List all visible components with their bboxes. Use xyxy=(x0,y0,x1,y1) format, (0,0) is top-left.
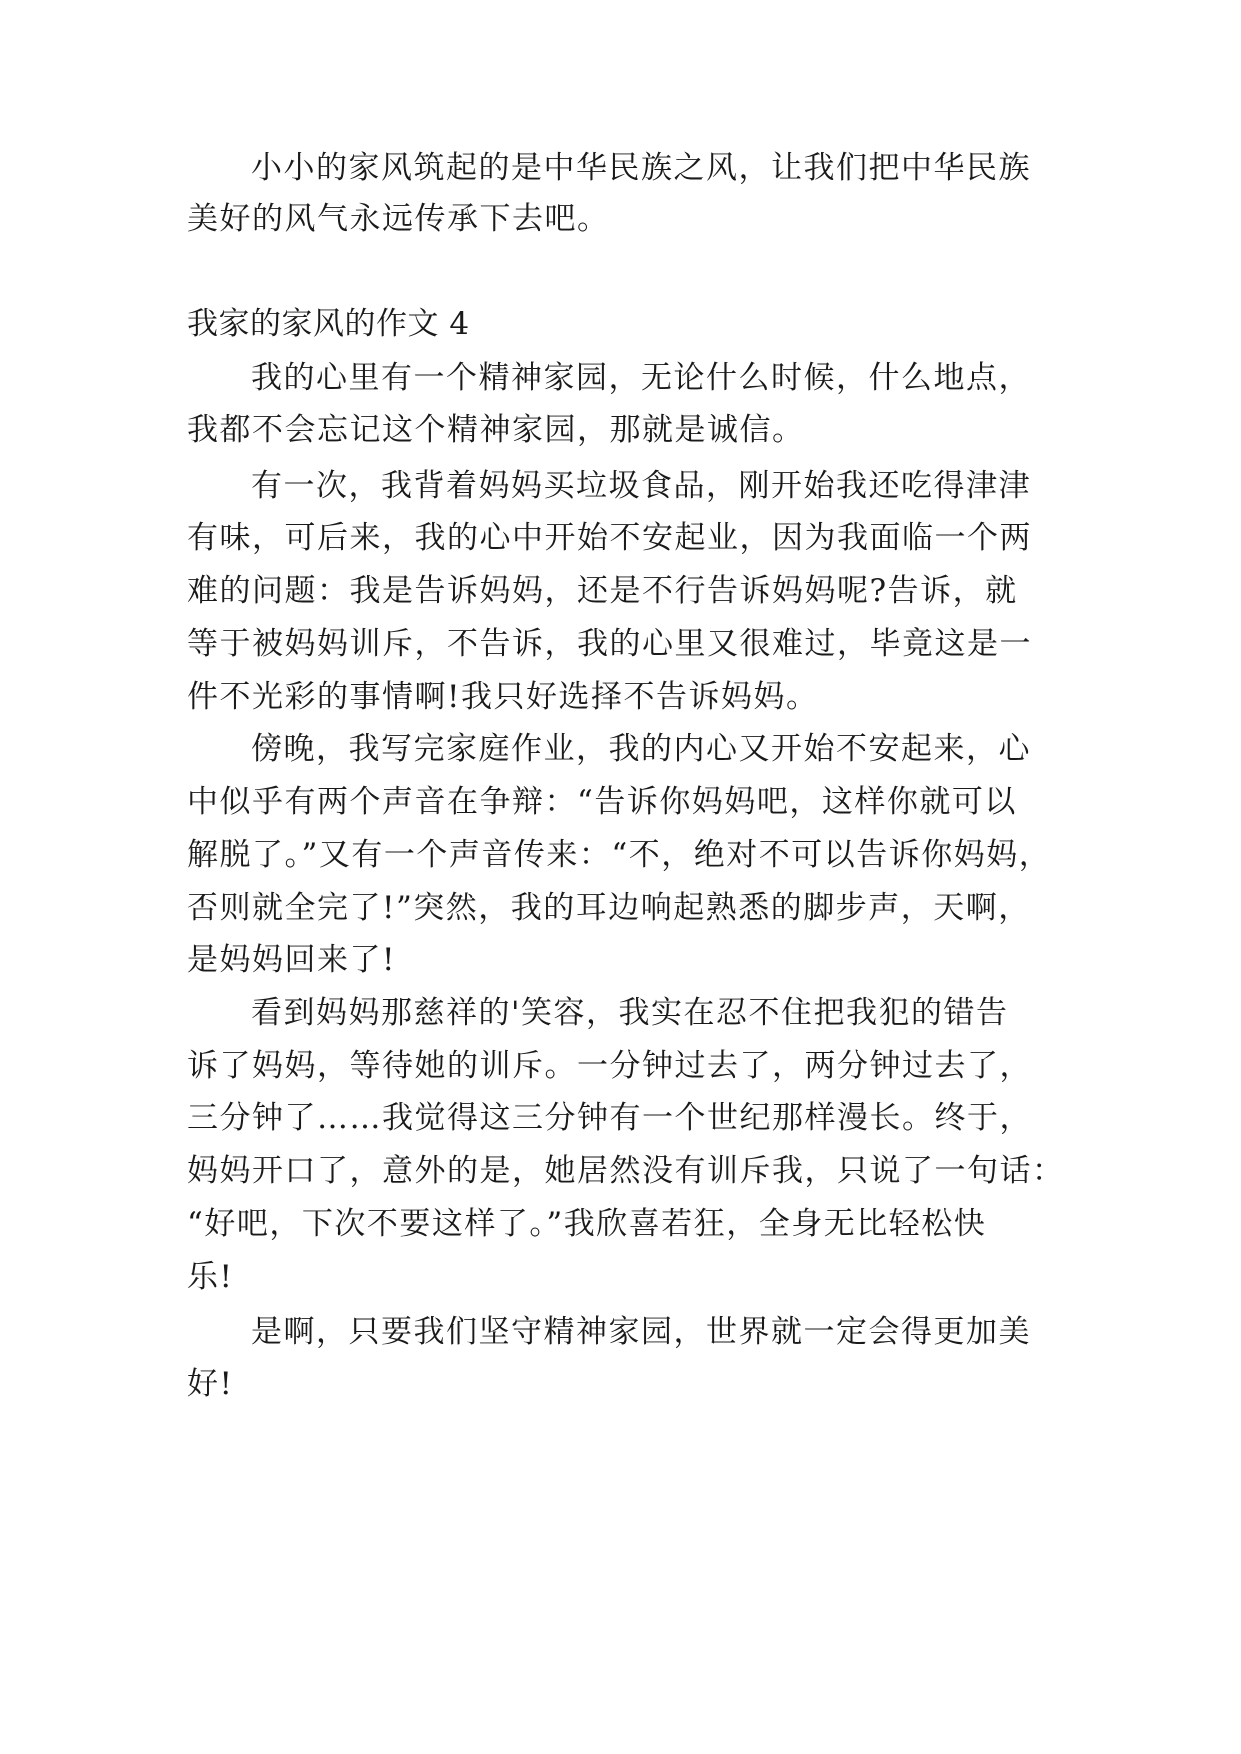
section-title: 我家的家风的作文 4 xyxy=(187,306,470,342)
paragraph-2-line-1: 有一次，我背着妈妈买垃圾食品，刚开始我还吃得津津 xyxy=(251,468,1031,504)
paragraph-3-line-1: 傍晚，我写完家庭作业，我的内心又开始不安起来，心 xyxy=(251,731,1031,767)
paragraph-4-line-5: “好吧，下次不要这样了。”我欣喜若狂，全身无比轻松快 xyxy=(187,1206,987,1242)
paragraph-1-line-2: 我都不会忘记这个精神家园，那就是诚信。 xyxy=(187,412,805,448)
paragraph-4-line-4: 妈妈开口了，意外的是，她居然没有训斥我，只说了一句话： xyxy=(187,1153,1065,1189)
paragraph-3-line-3: 解脱了。”又有一个声音传来：“不，绝对不可以告诉你妈妈， xyxy=(187,837,1052,873)
paragraph-3-line-4: 否则就全完了!”突然，我的耳边响起熟悉的脚步声，天啊， xyxy=(187,890,1031,926)
paragraph-3-line-5: 是妈妈回来了! xyxy=(187,942,396,978)
intro-line-2: 美好的风气永远传承下去吧。 xyxy=(187,201,610,237)
paragraph-2-line-3: 难的问题：我是告诉妈妈，还是不行告诉妈妈呢?告诉，就 xyxy=(187,573,1018,609)
paragraph-4-line-6: 乐! xyxy=(187,1259,234,1295)
intro-line-1: 小小的家风筑起的是中华民族之风，让我们把中华民族 xyxy=(251,150,1031,186)
paragraph-2-line-5: 件不光彩的事情啊!我只好选择不告诉妈妈。 xyxy=(187,679,819,715)
paragraph-5-line-2: 好! xyxy=(187,1366,234,1402)
paragraph-3-line-2: 中似乎有两个声音在争辩：“告诉你妈妈吧，这样你就可以 xyxy=(187,784,1017,820)
paragraph-1-line-1: 我的心里有一个精神家园，无论什么时候，什么地点， xyxy=(251,360,1031,396)
paragraph-2-line-4: 等于被妈妈训斥，不告诉，我的心里又很难过，毕竟这是一 xyxy=(187,626,1032,662)
paragraph-4-line-2: 诉了妈妈，等待她的训斥。一分钟过去了，两分钟过去了， xyxy=(187,1048,1032,1084)
paragraph-2-line-2: 有味，可后来，我的心中开始不安起业，因为我面临一个两 xyxy=(187,520,1032,556)
paragraph-4-line-1: 看到妈妈那慈祥的'笑容，我实在忍不住把我犯的错告 xyxy=(251,995,1009,1031)
paragraph-4-line-3: 三分钟了……我觉得这三分钟有一个世纪那样漫长。终于， xyxy=(187,1100,1032,1136)
paragraph-5-line-1: 是啊，只要我们坚守精神家园，世界就一定会得更加美 xyxy=(251,1314,1031,1350)
